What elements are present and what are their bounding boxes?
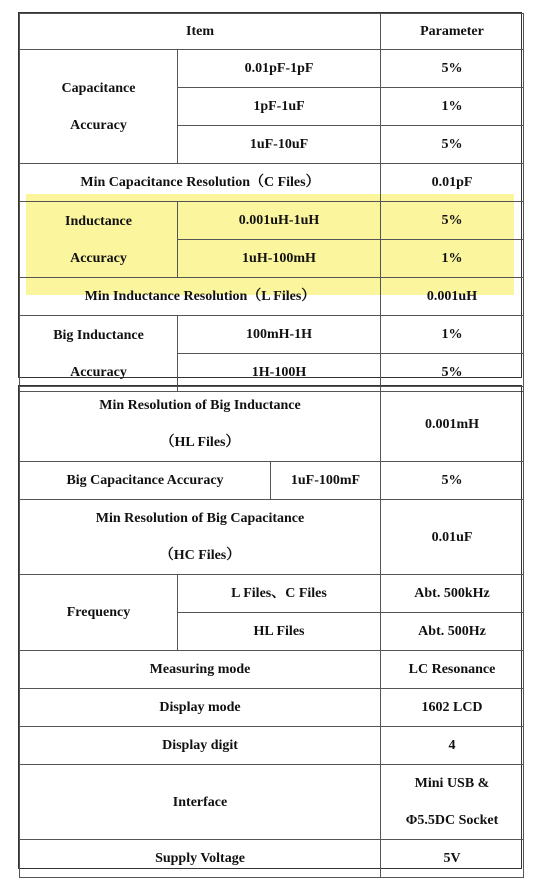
min-res-big-capacitance-value: 0.01uF [381,500,524,575]
table-row [20,651,524,689]
ind-range: 0.001uH-1uH [178,202,381,240]
big-ind-range: 1H-100H [178,354,381,392]
measuring-mode-value: LC Resonance [381,651,524,689]
cap-range: 1uF-10uF [178,126,381,164]
min-res-big-inductance-label: Min Resolution of Big Inductance （HL Files） [20,387,381,462]
big-cap-value: 5% [381,462,524,500]
table-row [20,316,524,354]
frequency-files: L Files、C Files [178,575,381,613]
min-cap-resolution-label: Min Capacitance Resolution（C Files） [20,164,381,202]
ind-value: 5% [381,202,524,240]
header-item: Item [20,14,381,50]
min-res-big-capacitance-label: Min Resolution of Big Capacitance （HC Files） [20,500,381,575]
supply-voltage-value: 5V [381,840,524,878]
cap-value: 1% [381,88,524,126]
big-cap-accuracy-label: Big Capacitance Accuracy [20,462,271,500]
big-ind-value: 5% [381,354,524,392]
interface-label: Interface [20,765,381,840]
table-row [20,387,524,462]
table-row [20,278,524,316]
interface-value: Mini USB & Φ5.5DC Socket [381,765,524,840]
table-header-row [20,14,524,50]
display-digit-value: 4 [381,727,524,765]
supply-voltage-label: Supply Voltage [20,840,381,878]
ind-value: 1% [381,240,524,278]
table-row [20,840,524,878]
spec-table-top [18,12,522,378]
header-parameter: Parameter [381,14,524,50]
cap-range: 0.01pF-1pF [178,50,381,88]
big-ind-value: 1% [381,316,524,354]
spec-table-bottom [18,385,522,869]
display-mode-label: Display mode [20,689,381,727]
inductance-accuracy-label: Inductance Accuracy [20,202,178,278]
ind-range: 1uH-100mH [178,240,381,278]
display-digit-label: Display digit [20,727,381,765]
measuring-mode-label: Measuring mode [20,651,381,689]
table-row [20,500,524,575]
min-ind-resolution-label: Min Inductance Resolution（L Files） [20,278,381,316]
min-res-big-inductance-value: 0.001mH [381,387,524,462]
frequency-files: HL Files [178,613,381,651]
capacitance-accuracy-label: Capacitance Accuracy [20,50,178,164]
cap-range: 1pF-1uF [178,88,381,126]
min-cap-resolution-value: 0.01pF [381,164,524,202]
frequency-value: Abt. 500kHz [381,575,524,613]
table-row [20,462,524,500]
table-row [20,765,524,840]
big-inductance-accuracy-label: Big Inductance Accuracy [20,316,178,392]
cap-value: 5% [381,50,524,88]
cap-value: 5% [381,126,524,164]
frequency-label: Frequency [20,575,178,651]
table-row [20,689,524,727]
big-cap-range: 1uF-100mF [271,462,381,500]
display-mode-value: 1602 LCD [381,689,524,727]
table-row [20,164,524,202]
min-ind-resolution-value: 0.001uH [381,278,524,316]
frequency-value: Abt. 500Hz [381,613,524,651]
table-row [20,202,524,240]
big-ind-range: 100mH-1H [178,316,381,354]
table-row [20,727,524,765]
table-row [20,50,524,88]
table-row [20,575,524,613]
